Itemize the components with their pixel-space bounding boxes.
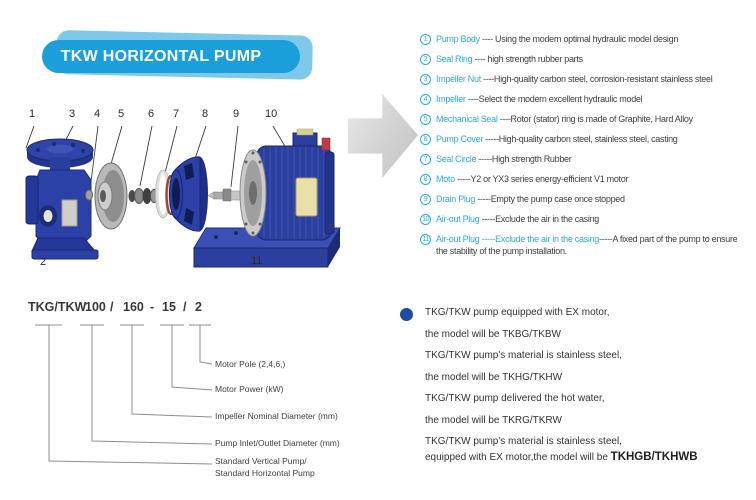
part-name: Air-out Plug -----Exclude the air in the casing	[436, 234, 599, 244]
model-segment: 2	[195, 300, 202, 314]
part-number-badge: 9	[420, 194, 431, 205]
model-breakdown-lines	[28, 317, 228, 485]
part-description: ----Select the modern excellent hydraulic model	[465, 94, 643, 104]
parts-list-item	[420, 33, 754, 45]
part-name: Moto	[436, 174, 455, 184]
model-segment: 160	[123, 300, 144, 314]
note-line: TKG/TKW pump delivered the hot water,	[425, 393, 605, 404]
impeller-nut	[86, 190, 93, 200]
parts-list-item	[420, 113, 754, 125]
model-segment: -	[150, 300, 155, 314]
note-line: the model will be TKHG/TKHW	[425, 371, 563, 383]
page-title: TKW HORIZONTAL PUMP	[42, 40, 300, 73]
part-name: Seal Ring	[436, 54, 473, 64]
diagram-callout: 7	[173, 108, 180, 120]
part-description: -----High-quality carbon steel, stainless steel, casting	[483, 134, 678, 144]
arrow-right-graphic	[348, 94, 418, 178]
diagram-callout: 4	[94, 108, 101, 120]
diagram-callout: 1	[29, 108, 36, 120]
diagram-callout: 8	[202, 108, 209, 120]
part-name: Pump Cover	[436, 134, 484, 144]
parts-list-item	[420, 133, 754, 145]
model-variant-notes	[398, 307, 756, 473]
pump-cover	[170, 157, 209, 231]
part-description: -----High strength Rubber	[476, 154, 572, 164]
model-segment: /	[110, 300, 114, 314]
part-description: -----Exclude the air in the casing	[479, 214, 599, 224]
part-number-badge: 11	[420, 234, 431, 245]
part-name: Mechanical Seal	[436, 114, 498, 124]
part-description: ----Rotor (stator) ring is made of Graphite, Hard Alloy	[497, 114, 693, 124]
pump-diagram-graphic	[10, 100, 355, 285]
parts-list	[420, 33, 754, 265]
model-label: Motor Pole (2,4,6,)	[215, 359, 286, 369]
part-name: Impeller Nut	[436, 74, 481, 84]
model-segment: TKG/TKW	[28, 300, 87, 314]
model-number-section	[28, 300, 368, 495]
bullet-dot-icon	[400, 308, 413, 321]
model-label: Pump Inlet/Outlet Diameter (mm)	[215, 438, 340, 448]
part-name: Air-out Plug	[436, 214, 480, 224]
diagram-callout: 3	[69, 108, 76, 120]
model-code: TKHGB/TKHWB	[610, 450, 698, 463]
part-name: Impeller	[436, 94, 466, 104]
part-number-badge: 3	[420, 74, 431, 85]
diagram-callout: 6	[148, 108, 155, 120]
diagram-callout: 10	[265, 108, 278, 120]
part-name: Seal Circle	[436, 154, 477, 164]
model-label: Impeller Nominal Diameter (mm)	[215, 411, 338, 421]
motor	[240, 129, 334, 240]
part-number-badge: 7	[420, 154, 431, 165]
part-number-badge: 2	[420, 54, 431, 65]
model-segment: /	[183, 300, 187, 314]
part-description: ---- high strength rubber parts	[472, 54, 583, 64]
part-number-badge: 6	[420, 134, 431, 145]
parts-list-item	[420, 193, 754, 205]
parts-list-item	[420, 213, 754, 225]
note-line: the model will be TKBG/TKBW	[425, 328, 561, 340]
part-number-badge: 8	[420, 174, 431, 185]
parts-list-item	[420, 53, 754, 65]
diagram-callout: 2	[40, 256, 47, 268]
note-line: the model will be TKRG/TKRW	[425, 414, 562, 426]
part-name: Pump Body	[436, 34, 480, 44]
mechanical-seal-parts	[129, 188, 158, 204]
parts-list-item	[420, 93, 754, 105]
part-name: Drain Plug	[436, 194, 476, 204]
part-description: -----Empty the pump case once stopped	[475, 194, 625, 204]
diagram-callout: 9	[233, 108, 240, 120]
note-line: equipped with EX motor,the model will be TKHGB/TKHWB	[425, 450, 698, 463]
model-segment: 100	[85, 300, 106, 314]
parts-list-item	[420, 153, 754, 165]
part-description: -----Y2 or YX3 series energy-efficient V1 motor	[454, 174, 629, 184]
part-description: ----High-quality carbon steel, corrosion-resistant stainless steel	[480, 74, 713, 84]
part-number-badge: 4	[420, 94, 431, 105]
model-segment: 15	[162, 300, 176, 314]
model-label: Motor Power (kW)	[215, 384, 284, 394]
pump-exploded-diagram	[10, 100, 355, 285]
parts-list-item	[420, 173, 754, 185]
note-line: TKG/TKW pump equipped with EX motor,	[425, 307, 610, 318]
note-line: TKG/TKW pump's material is stainless steel,	[425, 436, 622, 447]
note-line: TKG/TKW pump's material is stainless steel,	[425, 350, 622, 361]
impeller	[95, 163, 127, 229]
diagram-callout: 11	[251, 255, 263, 267]
parts-list-item	[420, 233, 754, 257]
part-description: ---- Using the modern optimal hydraulic model design	[479, 34, 679, 44]
diagram-callout: 5	[118, 108, 125, 120]
part-description: -----A fixed part of the pump to ensure the stability of the pump installation.	[436, 234, 738, 256]
part-number-badge: 5	[420, 114, 431, 125]
part-number-badge: 10	[420, 214, 431, 225]
parts-list-item	[420, 73, 754, 85]
part-number-badge: 1	[420, 34, 431, 45]
model-label: Standard Horizontal Pump	[215, 468, 315, 478]
model-label: Standard Vertical Pump/	[215, 456, 307, 466]
